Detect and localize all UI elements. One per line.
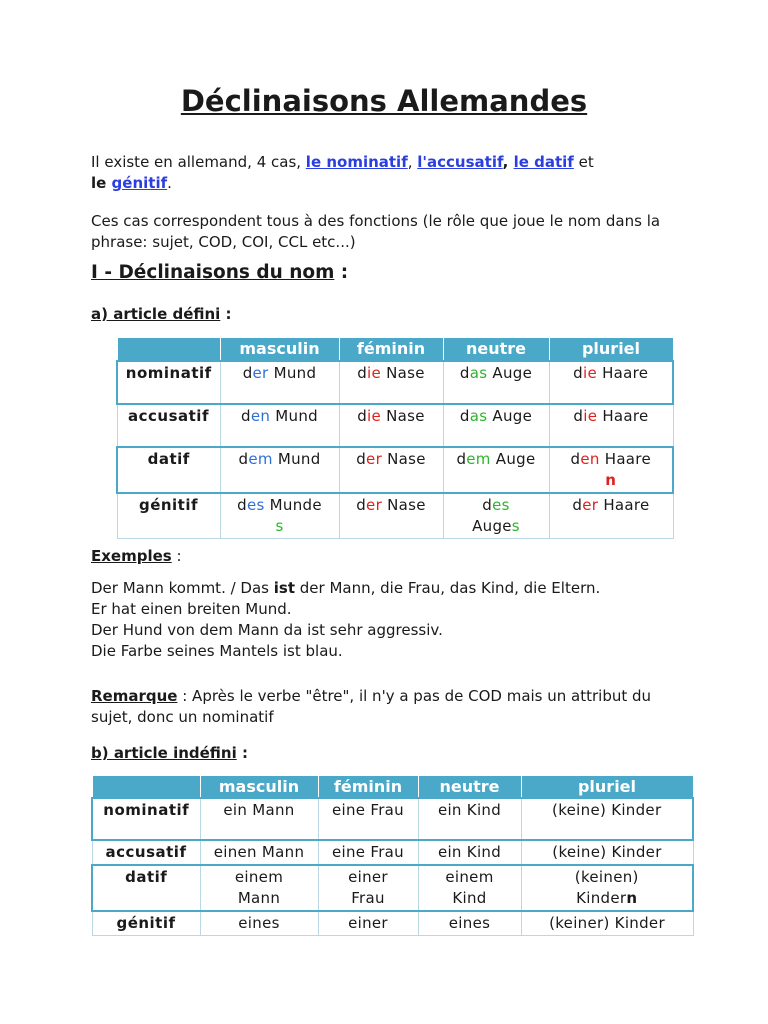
section-heading-nom [91,262,348,283]
header-cell [92,776,200,798]
intro-et: et [573,153,594,171]
ending-pluriel: ie [583,406,598,425]
cell-feminin [339,361,443,404]
example-line: der Mann, die Frau, das Kind, die Eltern. [295,579,601,597]
cell-masculin: einen Mann [200,840,318,865]
example-line: Er hat einen breiten Mund. [91,600,292,618]
cell-noun: Auge [487,406,533,425]
intro-period: . [167,174,172,192]
cell-stem: d [459,363,470,382]
cell-stem: d [357,406,368,425]
sub-heading-indefini [91,744,248,762]
cell-stem: d [238,449,249,468]
cell-noun: Haare [599,449,651,468]
case-label: génitif [117,493,220,539]
ending-feminin: ie [367,406,382,425]
exemples-heading [91,546,691,567]
cell-noun: Haare [598,495,650,514]
cell-pluriel: (keine) Kinder [521,798,693,840]
cell-noun: Nase [381,363,425,382]
remarque-paragraph [91,686,681,728]
cell-masculin: einem Mann [200,865,318,911]
cell-noun: Munde [264,495,322,514]
cell-stem: d [573,406,584,425]
cell-masculin [220,447,339,493]
ending-pluriel-noun: n [626,888,638,907]
example-line: Die Farbe seines Mantels ist blau. [91,642,343,660]
ending-neutre-noun: s [511,516,520,535]
cell-stem: d [357,363,368,382]
ending-pluriel: ie [583,363,597,382]
ending-pluriel: er [582,495,599,514]
cell-noun: Haare [597,363,649,382]
header-feminin: féminin [318,776,418,798]
section-heading-suffix: : [334,262,349,283]
ending-neutre: as [469,406,488,425]
table-row-genitif [92,911,693,936]
header-cell [117,338,220,361]
ending-masculin: es [246,495,265,514]
intro-comma: , [502,153,514,171]
cell-pluriel: (keiner) Kinder [521,911,693,936]
cell-stem: d [459,406,470,425]
cell-neutre [443,404,549,447]
case-label: nominatif [92,798,200,840]
cell-stem: d [456,449,467,468]
table-article-defini [116,337,674,539]
cell-stem: d [242,363,253,382]
cell-masculin [220,404,339,447]
cell-pluriel [549,361,673,404]
cell-feminin: eine Frau [318,840,418,865]
case-label: génitif [92,911,200,936]
ending-feminin: er [366,449,383,468]
ending-neutre: em [466,449,491,468]
cell-noun: Mund [270,406,318,425]
case-label: nominatif [117,361,220,404]
page-title: Déclinaisons Allemandes [180,84,588,118]
example-bold-word: ist [273,579,295,597]
cell-noun: Haare [597,406,649,425]
exemples-suffix: : [171,547,182,565]
cell-pluriel [549,493,673,539]
case-label: accusatif [117,404,220,447]
cell-feminin [339,493,443,539]
cell-feminin [339,404,443,447]
cell-noun: Auge [490,449,536,468]
exemples-lines [91,578,691,662]
cell-neutre [443,493,549,539]
cell-masculin: eines [200,911,318,936]
remarque-text: : Après le verbe "être", il n'y a pas de COD mais un attribut du sujet, donc un nominatif [91,687,652,726]
table-row-accusatif [92,840,693,865]
cell-feminin [339,447,443,493]
cell-stem: d [572,495,583,514]
table-row-nominatif [117,361,673,404]
table-header-row [92,776,693,798]
header-feminin: féminin [339,338,443,361]
cell-feminin: einer Frau [318,865,418,911]
case-label: datif [92,865,200,911]
cell-stem: d [237,495,247,514]
table-row-datif [92,865,693,911]
cell-masculin [220,493,339,539]
ending-feminin: er [366,495,383,514]
cell-neutre: ein Kind [418,840,521,865]
case-label: accusatif [92,840,200,865]
ending-masculin: er [252,363,269,382]
link-nominatif[interactable]: le nominatif [305,153,408,171]
cell-neutre: eines [418,911,521,936]
table-header-row [117,338,673,361]
cell-pluriel [549,447,673,493]
cell-noun: Nase [382,449,426,468]
cell-pluriel [521,865,693,911]
sub-heading-defini [91,305,232,323]
cell-stem: d [573,363,583,382]
cell-noun: Mund [268,363,317,382]
cell-noun: Nase [381,406,425,425]
remarque-label: Remarque [91,687,178,705]
cell-masculin [220,361,339,404]
table-row-genitif [117,493,673,539]
cell-feminin: eine Frau [318,798,418,840]
example-line: Der Hund von dem Mann da ist sehr aggressiv. [91,621,443,639]
table-article-indefini [91,775,694,936]
section-heading-label: I - Déclinaisons du nom [91,262,335,283]
intro-paragraph-2: Ces cas correspondent tous à des fonctions (le rôle que joue le nom dans la phrase: sujet, COD, COI, CCL etc...) [91,212,661,251]
cell-pluriel: (keine) Kinder [521,840,693,865]
link-accusatif[interactable]: l'accusatif [417,153,503,171]
sub-heading-suffix: : [220,305,232,323]
table-row-nominatif [92,798,693,840]
link-datif[interactable]: le datif [513,153,574,171]
header-masculin: masculin [200,776,318,798]
cell-feminin: einer [318,911,418,936]
cell-stem: d [241,406,251,425]
ending-masculin-noun: s [275,516,284,535]
ending-feminin: ie [367,363,382,382]
header-neutre: neutre [443,338,549,361]
cell-neutre: einem Kind [418,865,521,911]
cell-stem: d [482,495,493,514]
cell-stem: d [356,449,367,468]
cell-masculin: ein Mann [200,798,318,840]
intro-text: Il existe en allemand, 4 cas, [91,153,306,171]
ending-masculin: en [250,406,271,425]
cell-pluriel [549,404,673,447]
header-masculin: masculin [220,338,339,361]
header-neutre: neutre [418,776,521,798]
exemples-label: Exemples [91,547,172,565]
sub-heading-label: a) article défini [91,305,221,323]
ending-pluriel-noun: n [605,470,617,489]
cell-neutre [443,447,549,493]
header-pluriel: pluriel [521,776,693,798]
cell-stem: d [356,495,367,514]
table-row-datif [117,447,673,493]
ending-neutre: es [492,495,510,514]
link-genitif[interactable]: génitif [111,174,168,192]
cell-text: (keinen) Kinder [574,867,639,907]
sub-heading-suffix: : [236,744,248,762]
table-row-accusatif [117,404,673,447]
header-pluriel: pluriel [549,338,673,361]
case-label: datif [117,447,220,493]
cell-noun: Mund [272,449,321,468]
intro-paragraph [91,152,691,194]
cell-noun: Auge [472,516,512,535]
intro-le: le [91,174,112,192]
intro-comma: , [407,153,418,171]
cell-noun: Nase [382,495,426,514]
ending-neutre: as [469,363,488,382]
example-line: Der Mann kommt. / Das [91,579,274,597]
cell-stem: d [570,449,581,468]
sub-heading-label: b) article indéfini [91,744,237,762]
cell-neutre: ein Kind [418,798,521,840]
ending-pluriel: en [580,449,600,468]
ending-masculin: em [248,449,273,468]
cell-neutre [443,361,549,404]
cell-noun: Auge [487,363,533,382]
